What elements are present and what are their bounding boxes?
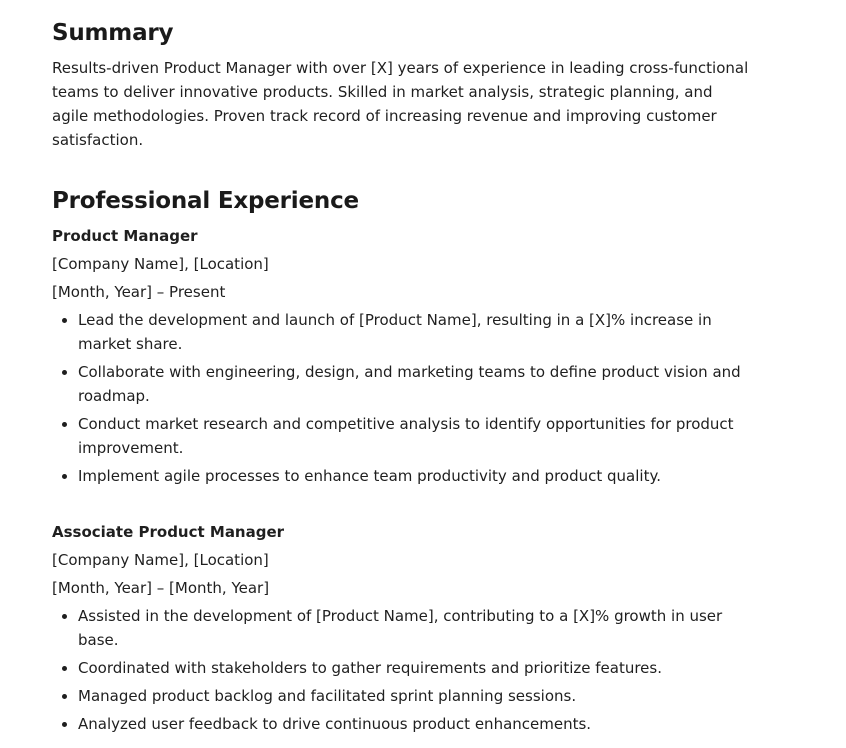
job-entry (52, 520, 752, 740)
bullet-item: • Analyzed user feedback to drive continuous product enhancements. (78, 712, 752, 736)
job-dates: [Month, Year] – [Month, Year] (52, 579, 270, 597)
bullet-item: • Implement agile processes to enhance team productivity and product quality. (78, 464, 752, 488)
bullet-item: • Collaborate with engineering, design, and marketing teams to define product vision and roadmap. (78, 360, 752, 408)
experience-heading: Professional Experience (52, 188, 359, 214)
job-entry (52, 224, 752, 492)
job-company: [Company Name], [Location] (52, 255, 269, 273)
bullet-item: • Coordinated with stakeholders to gather requirements and prioritize features. (78, 656, 752, 680)
summary-heading: Summary (52, 20, 174, 46)
job-dates: [Month, Year] – Present (52, 283, 226, 301)
job-title: Associate Product Manager (52, 523, 285, 541)
bullet-item: • Lead the development and launch of [Product Name], resulting in a [X]% increase in market share. (78, 308, 752, 356)
bullet-item: • Conduct market research and competitive analysis to identify opportunities for product improvement. (78, 412, 752, 460)
job-bullets (52, 308, 752, 488)
job-bullets (52, 604, 752, 736)
job-title: Product Manager (52, 227, 198, 245)
job-company: [Company Name], [Location] (52, 551, 269, 569)
bullet-item: • Managed product backlog and facilitated sprint planning sessions. (78, 684, 752, 708)
summary-text: Results-driven Product Manager with over [X] years of experience in leading cross-functional teams to deliver innovative products. Skilled in market analysis, strategic planning, and agile methodologies. Proven track record of increasing revenue and improving customer satisfaction. (52, 59, 749, 149)
bullet-item: • Assisted in the development of [Product Name], contributing to a [X]% growth in user base. (78, 604, 752, 652)
